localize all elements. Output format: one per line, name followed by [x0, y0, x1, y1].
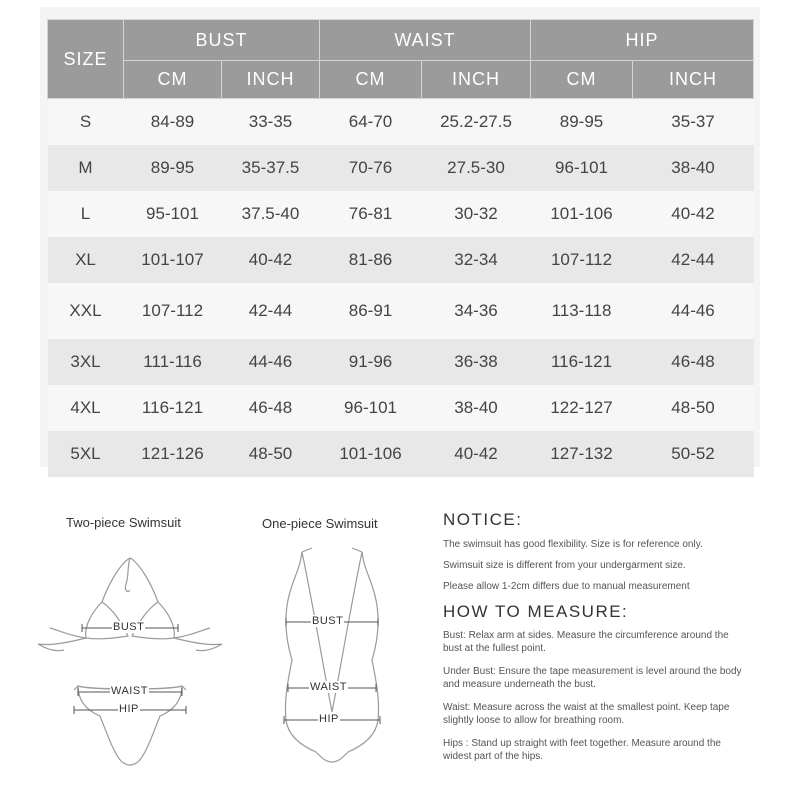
waist-cm-cell: 81-86 — [320, 237, 422, 283]
waist-inch-cell: 25.2-27.5 — [422, 99, 531, 146]
hip-cm-header: CM — [531, 61, 633, 99]
size-label: 5XL — [48, 431, 124, 477]
bust-cm-cell: 101-107 — [124, 237, 222, 283]
bust-inch-cell: 42-44 — [222, 283, 320, 339]
bust-cm-cell: 121-126 — [124, 431, 222, 477]
size-row-xxl — [48, 283, 754, 339]
hip-inch-cell: 46-48 — [633, 339, 754, 385]
two-piece-hip-label: HIP — [119, 703, 139, 715]
bust-inch-cell: 46-48 — [222, 385, 320, 431]
notice-line: Please allow 1-2cm differs due to manual measurement — [443, 581, 690, 592]
bust-inch-header: INCH — [222, 61, 320, 99]
bust-cm-cell: 116-121 — [124, 385, 222, 431]
waist-header: WAIST — [320, 20, 531, 61]
one-piece-hip-label: HIP — [319, 713, 339, 725]
size-row-m — [48, 145, 754, 191]
bust-cm-cell: 84-89 — [124, 99, 222, 146]
size-row-4xl — [48, 385, 754, 431]
waist-cm-cell: 70-76 — [320, 145, 422, 191]
hip-cm-cell: 116-121 — [531, 339, 633, 385]
hip-inch-cell: 50-52 — [633, 431, 754, 477]
bust-inch-cell: 44-46 — [222, 339, 320, 385]
hip-header: HIP — [531, 20, 754, 61]
hip-cm-cell: 107-112 — [531, 237, 633, 283]
measure-hips-text: Hips : Stand up straight with feet together. Measure around the widest part of the hips. — [443, 738, 721, 762]
size-chart — [40, 7, 760, 467]
notice-line: The swimsuit has good flexibility. Size is for reference only. — [443, 539, 703, 550]
hip-inch-cell: 42-44 — [633, 237, 754, 283]
hip-cm-cell: 122-127 — [531, 385, 633, 431]
waist-cm-cell: 91-96 — [320, 339, 422, 385]
measure-under-bust-text: Under Bust: Ensure the tape measurement is level around the body and measure underneath the bust. — [443, 666, 742, 690]
two-piece-swimsuit-illustration — [30, 540, 230, 790]
size-row-l — [48, 191, 754, 237]
bust-inch-cell: 33-35 — [222, 99, 320, 146]
size-label: L — [48, 191, 124, 237]
measure-bust-text: Bust: Relax arm at sides. Measure the circumference around the bust at the fullest point. — [443, 630, 729, 654]
bust-inch-cell: 37.5-40 — [222, 191, 320, 237]
size-row-5xl — [48, 431, 754, 477]
hip-inch-cell: 48-50 — [633, 385, 754, 431]
waist-inch-cell: 27.5-30 — [422, 145, 531, 191]
bust-cm-cell: 111-116 — [124, 339, 222, 385]
hip-inch-cell: 35-37 — [633, 99, 754, 146]
hip-cm-cell: 89-95 — [531, 99, 633, 146]
size-row-xl — [48, 237, 754, 283]
hip-cm-cell: 127-132 — [531, 431, 633, 477]
hip-inch-cell: 40-42 — [633, 191, 754, 237]
one-piece-swimsuit-illustration — [262, 540, 402, 790]
waist-cm-cell: 76-81 — [320, 191, 422, 237]
size-row-s — [48, 99, 754, 146]
bust-cm-cell: 95-101 — [124, 191, 222, 237]
waist-inch-cell: 40-42 — [422, 431, 531, 477]
bust-header: BUST — [124, 20, 320, 61]
two-piece-diagram — [30, 540, 230, 790]
bust-inch-cell: 40-42 — [222, 237, 320, 283]
size-row-3xl — [48, 339, 754, 385]
waist-cm-cell: 64-70 — [320, 99, 422, 146]
two-piece-waist-label: WAIST — [111, 685, 148, 697]
one-piece-diagram — [262, 540, 402, 790]
waist-cm-cell: 96-101 — [320, 385, 422, 431]
bust-inch-cell: 48-50 — [222, 431, 320, 477]
hip-inch-cell: 38-40 — [633, 145, 754, 191]
size-label: 3XL — [48, 339, 124, 385]
notice-line: Swimsuit size is different from your undergarment size. — [443, 560, 686, 571]
hip-inch-header: INCH — [633, 61, 754, 99]
waist-cm-header: CM — [320, 61, 422, 99]
waist-inch-cell: 36-38 — [422, 339, 531, 385]
how-to-measure-title: HOW TO MEASURE: — [443, 602, 629, 621]
size-table — [47, 19, 754, 477]
waist-inch-cell: 30-32 — [422, 191, 531, 237]
bust-cm-cell: 107-112 — [124, 283, 222, 339]
size-label: XL — [48, 237, 124, 283]
waist-inch-cell: 38-40 — [422, 385, 531, 431]
size-label: XXL — [48, 283, 124, 339]
size-label: M — [48, 145, 124, 191]
bust-inch-cell: 35-37.5 — [222, 145, 320, 191]
waist-inch-cell: 32-34 — [422, 237, 531, 283]
hip-cm-cell: 96-101 — [531, 145, 633, 191]
one-piece-bust-label: BUST — [312, 615, 344, 627]
waist-cm-cell: 101-106 — [320, 431, 422, 477]
size-label: 4XL — [48, 385, 124, 431]
notice-section — [443, 510, 773, 763]
size-label: S — [48, 99, 124, 146]
two-piece-bust-label: BUST — [113, 621, 145, 633]
bust-cm-header: CM — [124, 61, 222, 99]
one-piece-title: One-piece Swimsuit — [262, 516, 378, 531]
hip-cm-cell: 101-106 — [531, 191, 633, 237]
notice-title: NOTICE: — [443, 510, 523, 529]
waist-inch-cell: 34-36 — [422, 283, 531, 339]
hip-cm-cell: 113-118 — [531, 283, 633, 339]
two-piece-title: Two-piece Swimsuit — [66, 515, 181, 530]
hip-inch-cell: 44-46 — [633, 283, 754, 339]
waist-cm-cell: 86-91 — [320, 283, 422, 339]
waist-inch-header: INCH — [422, 61, 531, 99]
size-header: SIZE — [48, 20, 124, 99]
measure-waist-text: Waist: Measure across the waist at the smallest point. Keep tape slightly loose to allow for breathing room. — [443, 702, 730, 726]
one-piece-waist-label: WAIST — [310, 681, 347, 693]
bust-cm-cell: 89-95 — [124, 145, 222, 191]
size-table-body — [48, 99, 754, 478]
